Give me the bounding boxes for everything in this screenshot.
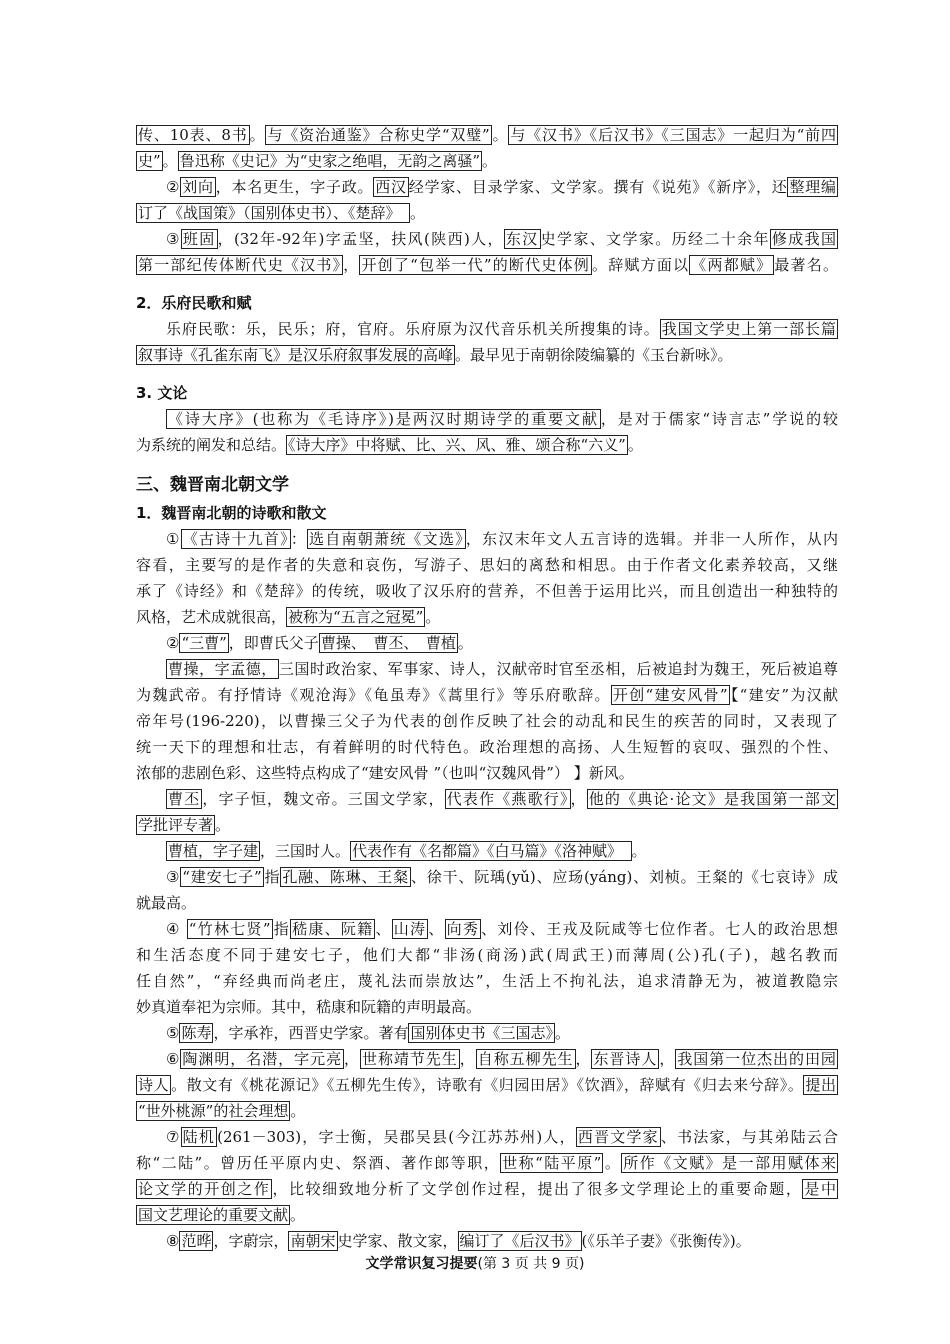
text-segment: ， <box>343 256 360 274</box>
boxed-key-phrase: 是中 <box>804 1180 836 1198</box>
text-segment: 和生活态度不同于建安七子，他们大都“非汤(商汤)武(周武王)而薄周(公)孔(子)，越名教而 <box>136 946 838 964</box>
text-line <box>136 1046 838 1072</box>
boxed-key-phrase: 刘向 <box>182 178 214 196</box>
boxed-key-phrase: 《两都赋》 <box>691 256 773 274</box>
text-segment: ③ <box>166 230 181 248</box>
boxed-key-phrase: 编订了《后汉书》 <box>459 1232 580 1250</box>
text-line <box>136 226 838 252</box>
boxed-key-phrase: 孔融、陈琳、王粲 <box>282 868 409 886</box>
text-line <box>136 578 838 604</box>
boxed-key-phrase: 开创了“包举一代”的断代史体例 <box>361 256 590 274</box>
text-segment: 。 <box>555 1024 571 1042</box>
text-segment: 。 <box>290 1206 306 1224</box>
text-segment: 。 <box>249 126 266 144</box>
text-line <box>136 1124 838 1150</box>
boxed-key-phrase: 诗人 <box>138 1076 170 1094</box>
text-segment: ⑦ <box>166 1128 181 1146</box>
boxed-key-phrase: 开创“建安风骨” <box>612 686 728 704</box>
text-line <box>136 406 838 432</box>
subsection-heading: 2．乐府民歌和赋 <box>136 294 252 312</box>
text-segment: ⑥ <box>166 1050 181 1068</box>
text-line <box>136 708 838 734</box>
text-segment: ，是对于儒家“诗言志”学说的较 <box>600 410 838 428</box>
text-line <box>136 1020 838 1046</box>
text-segment: 、徐干、阮瑀(yǔ)、应玚(yáng)、刘桢。王粲的《七哀诗》成 <box>410 868 838 886</box>
boxed-key-phrase: 曹操、 曹丕、 曹植 <box>320 634 456 652</box>
text-segment: 帝年号(196-220)，以曹操三父子为代表的创作反映了社会的动乱和民生的疾苦的同时，又表现了 <box>136 712 838 730</box>
text-segment: 。 <box>631 842 647 860</box>
text-segment: 。 <box>162 152 178 170</box>
boxed-key-phrase: 班固 <box>182 230 216 248</box>
boxed-key-phrase: 世称靖节先生 <box>362 1050 458 1068</box>
text-line <box>136 760 838 786</box>
text-segment: ⑧ <box>166 1232 180 1250</box>
text-line <box>136 890 838 916</box>
text-line <box>136 942 838 968</box>
text-line <box>136 1202 838 1228</box>
boxed-key-phrase: 南朝宋 <box>290 1232 336 1250</box>
boxed-key-phrase: 西汉 <box>375 178 407 196</box>
footer-page-number: (第 3 页 共 9 页) <box>477 1256 585 1272</box>
text-segment: 为系统的阐发和总结。 <box>136 436 287 454</box>
boxed-key-phrase: 我国文学史上第一部长篇 <box>661 320 836 338</box>
text-segment: ，字子恒，魏文帝。三国文学家， <box>202 790 445 808</box>
boxed-key-phrase: 曹植，字子建 <box>168 842 259 860</box>
text-segment: 统一天下的理想和壮志，有着鲜明的时代特色。政治理想的高扬、人生短暂的哀叹、强烈的个性、 <box>136 738 838 756</box>
text-segment: ② <box>166 634 180 652</box>
text-segment: 三国时政治家、军事家、诗人，汉献帝时官至丞相，后被追封为魏王，死后被追尊 <box>278 660 838 678</box>
text-line <box>136 968 838 994</box>
boxed-key-phrase: “世外桃源”的社会理想 <box>138 1102 289 1120</box>
text-line <box>136 786 838 812</box>
text-segment: ④ <box>166 920 187 938</box>
text-segment: 称“二陆”。曾历任平原内史、祭酒、著作郎等职， <box>136 1154 501 1172</box>
boxed-key-phrase: 他的《典论·论文》是我国第一部文 <box>588 790 836 808</box>
footer-title: 文学常识复习提要 <box>365 1256 478 1272</box>
boxed-key-phrase: 山涛 <box>393 920 427 938</box>
text-segment: ，本名更生，字子政。 <box>215 178 374 196</box>
boxed-key-phrase: 东汉 <box>505 230 539 248</box>
text-segment: 史学家、文学家。历经二十余年 <box>540 230 770 248</box>
boxed-key-phrase: 曹操，字孟德， <box>168 660 277 678</box>
spacer <box>136 368 838 380</box>
text-segment: 。 <box>491 126 509 144</box>
boxed-key-phrase: 与《汉书》《后汉书》《三国志》一起归为“前四 <box>510 126 836 144</box>
text-segment: ， <box>659 1050 676 1068</box>
text-segment: ， <box>575 1050 592 1068</box>
text-segment: 指 <box>263 868 281 886</box>
text-segment: 。 <box>425 608 441 626</box>
boxed-key-phrase: 论文学的开创之作 <box>138 1180 271 1198</box>
text-line <box>136 122 838 148</box>
boxed-key-phrase: 代表作有《名都篇》《白马篇》《洛神赋》 <box>352 842 630 860</box>
boxed-key-phrase: 国别体史书《三国志》 <box>410 1024 553 1042</box>
boxed-key-phrase: 世称“陆平原” <box>502 1154 602 1172</box>
boxed-key-phrase: 陈寿 <box>181 1024 212 1042</box>
text-line <box>136 682 838 708</box>
boxed-key-phrase: “三曹” <box>181 634 227 652</box>
page-footer <box>0 1253 950 1273</box>
text-line <box>136 1072 838 1098</box>
subsection-heading: 3. 文论 <box>136 384 188 402</box>
boxed-key-phrase: 传、10表、8书 <box>138 126 248 144</box>
boxed-key-phrase: 叙事诗《孔雀东南飞》是汉乐府叙事发展的高峰 <box>138 346 454 364</box>
text-segment: ， <box>570 790 587 808</box>
text-segment: 。散文有《桃花源记》《五柳先生传》，诗歌有《归园田居》《饮酒》，辞赋有《归去来兮辞》。 <box>171 1076 804 1094</box>
text-segment: 就最高。 <box>136 894 197 912</box>
text-segment: 。 <box>627 436 643 454</box>
text-segment: ，字蔚宗， <box>213 1232 289 1250</box>
text-segment: ① <box>166 530 181 548</box>
text-segment: 任自然”，“弃经典而尚老庄，蔑礼法而崇放达”，生活上不拘礼法，追求清静无为，被道教隐宗 <box>136 972 838 990</box>
boxed-key-phrase: 选自南朝萧统《文选》 <box>309 530 464 548</box>
boxed-key-phrase: “竹林七贤” <box>188 920 271 938</box>
boxed-key-phrase: 嵇康、阮籍 <box>292 920 374 938</box>
boxed-key-phrase: 整理编 <box>789 178 836 196</box>
subsection-heading: 1．魏晋南北朝的诗歌和散文 <box>136 504 327 522</box>
text-segment: ，(32年-92年)字孟坚，扶风(陕西)人， <box>217 230 504 248</box>
boxed-key-phrase: 《诗大序》中将赋、比、兴、风、雅、颂合称“六义” <box>288 436 626 454</box>
text-segment: 【“建安”为汉献 <box>729 686 838 704</box>
text-segment: 、书法家，与其弟陆云合 <box>660 1128 838 1146</box>
text-segment: ③ <box>166 868 181 886</box>
boxed-key-phrase: 陆机 <box>182 1128 216 1146</box>
boxed-key-phrase: 东晋诗人 <box>593 1050 658 1068</box>
boxed-key-phrase: 订了《战国策》（国别体史书）、《楚辞》 <box>138 204 409 222</box>
text-line <box>136 342 838 368</box>
text-segment: (《乐羊子妻》《张衡传》)。 <box>581 1232 751 1250</box>
spacer <box>136 458 838 470</box>
boxed-key-phrase: 与《资治通鉴》合称史学“双璧” <box>267 126 490 144</box>
text-line <box>136 316 838 342</box>
text-segment: 为魏武帝。有抒情诗《观沧海》《龟虽寿》《蒿里行》等乐府歌辞。 <box>136 686 611 704</box>
boxed-key-phrase: “建安七子” <box>182 868 262 886</box>
text-segment: ，三国时人。 <box>260 842 351 860</box>
boxed-key-phrase: 国文艺理论的重要文献 <box>138 1206 289 1224</box>
text-segment: 、 <box>375 920 392 938</box>
text-segment: 、 <box>428 920 445 938</box>
text-segment: 。 <box>457 634 473 652</box>
text-line <box>136 838 838 864</box>
text-segment: 承了《诗经》和《楚辞》的传统，吸收了汉乐府的营养，不但善于运用比兴，而且创造出一种独特的 <box>136 582 838 600</box>
document-body <box>136 122 838 1254</box>
text-line <box>136 432 838 458</box>
boxed-key-phrase: 所作《文赋》是一部用赋体来 <box>623 1154 836 1172</box>
text-segment: 最著名。 <box>774 256 838 274</box>
text-segment: 、刘伶、王戎及阮咸等七位作者。七人的政治思想 <box>481 920 838 938</box>
section-heading: 三、魏晋南北朝文学 <box>136 475 289 495</box>
text-segment: 。 <box>482 152 498 170</box>
text-line <box>136 734 838 760</box>
text-line <box>136 200 838 226</box>
boxed-key-phrase: 陶渊明，名潜，字元亮 <box>182 1050 343 1068</box>
text-line <box>136 604 838 630</box>
boxed-key-phrase: 鲁迅称《史记》为“史家之绝唱，无韵之离骚” <box>179 152 481 170</box>
text-segment: ， <box>344 1050 360 1068</box>
text-segment: 妙真道奉祀为宗师。其中，嵇康和阮籍的声明最高。 <box>136 998 482 1016</box>
text-segment: (261－303)，字士衡，吴郡吴县(今江苏苏州)人， <box>217 1128 576 1146</box>
text-segment: ，即曹氏父子 <box>228 634 319 652</box>
text-line <box>136 630 838 656</box>
text-line <box>136 656 838 682</box>
text-segment: ，字承祚，西晋史学家。著有 <box>213 1024 409 1042</box>
boxed-key-phrase: 修成我国 <box>771 230 836 248</box>
text-segment: 。最早见于南朝徐陵编纂的《玉台新咏》。 <box>455 346 733 364</box>
text-line <box>136 1098 838 1124</box>
boxed-key-phrase: 曹丕 <box>168 790 201 808</box>
text-segment: 。辞赋方面以 <box>591 256 690 274</box>
text-line <box>136 994 838 1020</box>
text-segment: 乐府民歌：乐，民乐；府，官府。乐府原为汉代音乐机关所搜集的诗。 <box>166 320 660 338</box>
text-segment: ，东汉末年文人五言诗的选辑。并非一人所作，从内 <box>465 530 838 548</box>
boxed-key-phrase: 第一部纪传体断代史《汉书》 <box>138 256 342 274</box>
text-segment: ，比较细致地分析了文学创作过程，提出了很多文学理论上的重要命题， <box>272 1180 803 1198</box>
text-line <box>136 1176 838 1202</box>
text-line <box>136 812 838 838</box>
text-line <box>136 526 838 552</box>
boxed-key-phrase: 我国第一位杰出的田园 <box>677 1050 836 1068</box>
text-segment: ⑤ <box>166 1024 180 1042</box>
text-line <box>136 916 838 942</box>
text-segment: 风格，艺术成就很高， <box>136 608 287 626</box>
boxed-key-phrase: 史” <box>138 152 161 170</box>
text-segment: 指 <box>272 920 291 938</box>
text-segment: 。 <box>215 816 231 834</box>
text-line <box>136 864 838 890</box>
text-segment: 史学家、散文家， <box>337 1232 458 1250</box>
text-segment: ： <box>290 530 308 548</box>
text-segment: ， <box>459 1050 476 1068</box>
boxed-key-phrase: 提出 <box>805 1076 836 1094</box>
text-segment: 。 <box>410 204 426 222</box>
boxed-key-phrase: 范晔 <box>181 1232 212 1250</box>
boxed-key-phrase: 《诗大序》(也称为《毛诗序》)是两汉时期诗学的重要文献 <box>168 410 599 428</box>
text-segment: 经学家、目录学家、文学家。撰有《说苑》《新序》，还 <box>408 178 788 196</box>
text-line <box>136 552 838 578</box>
boxed-key-phrase: 学批评专著 <box>138 816 214 834</box>
text-segment: 。 <box>603 1154 622 1172</box>
text-line <box>136 1228 838 1254</box>
text-segment: ② <box>166 178 181 196</box>
boxed-key-phrase: 西晋文学家 <box>577 1128 659 1146</box>
boxed-key-phrase: 自称五柳先生 <box>477 1050 574 1068</box>
text-line <box>136 252 838 278</box>
boxed-key-phrase: 《古诗十九首》 <box>182 530 289 548</box>
boxed-key-phrase: 被称为“五言之冠冕” <box>288 608 424 626</box>
text-segment: 浓郁的悲剧色彩、这些特点构成了“建安风骨 ”（也叫“汉魏风骨”） 】新风。 <box>136 764 634 782</box>
text-segment: 。 <box>290 1102 306 1120</box>
text-line <box>136 148 838 174</box>
spacer <box>136 278 838 290</box>
boxed-key-phrase: 向秀 <box>446 920 480 938</box>
text-line <box>136 174 838 200</box>
text-line <box>136 1150 838 1176</box>
text-segment: 容看，主要写的是作者的失意和哀伤，写游子、思妇的离愁和相思。由于作者文化素养较高，又继 <box>136 556 838 574</box>
boxed-key-phrase: 代表作《燕歌行》 <box>446 790 569 808</box>
